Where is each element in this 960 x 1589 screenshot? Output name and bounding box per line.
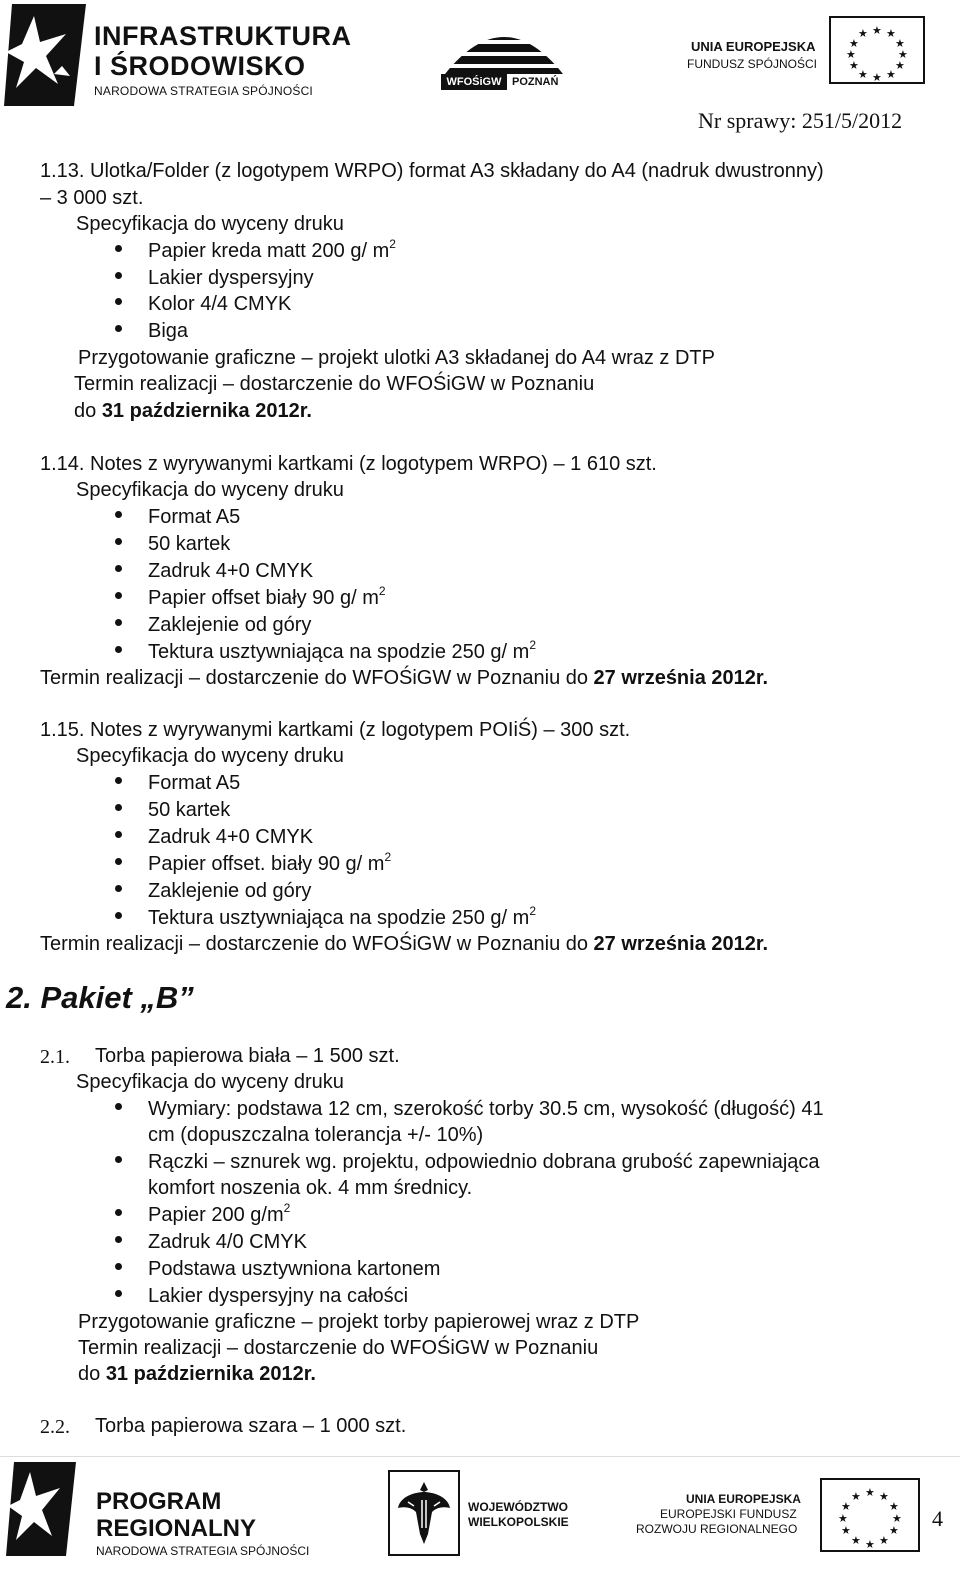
deadline-date: do 31 października 2012r. [78, 1363, 316, 1385]
logo-line-3: NARODOWA STRATEGIA SPÓJNOŚCI [94, 84, 313, 98]
list-item: Zaklejenie od góry [148, 880, 312, 902]
poznan-label: POZNAŃ [512, 76, 559, 88]
item-title-continued: – 3 000 szt. [40, 187, 144, 209]
footer-divider [0, 1456, 960, 1457]
list-item: Zadruk 4/0 CMYK [148, 1231, 307, 1253]
logo-line-1: PROGRAM [96, 1488, 222, 1515]
bullet-icon [115, 325, 122, 332]
logo-line-1: WOJEWÓDZTWO [468, 1500, 568, 1514]
eu-line-3: ROZWOJU REGIONALNEGO [636, 1522, 798, 1536]
list-item: Tektura usztywniająca na spodzie 250 g/ $m^2$ [148, 904, 537, 929]
bullet-icon [115, 804, 122, 811]
list-item: Papier kreda matt 200 g/ $m^2$ [148, 237, 396, 262]
list-item-continued: cm (dopuszczalna tolerancja +/- 10%) [148, 1124, 484, 1146]
list-item-continued: komfort noszenia ok. 4 mm średnicy. [148, 1177, 473, 1199]
bullet-icon [115, 912, 122, 919]
logo-line-2: I ŚRODOWISKO [94, 51, 306, 81]
bullet-icon [115, 511, 122, 518]
logo-line-3: NARODOWA STRATEGIA SPÓJNOŚCI [96, 1544, 310, 1558]
deadline: Termin realizacji – dostarczenie do WFOŚiGW w Poznaniu do 27 września 2012r. [40, 933, 769, 955]
eu-line-2: FUNDUSZ SPÓJNOŚCI [687, 57, 818, 71]
list-item: Zadruk 4+0 CMYK [148, 826, 314, 848]
bullet-icon [115, 1290, 122, 1297]
eu-line-1: UNIA EUROPEJSKA [691, 39, 816, 54]
bullet-icon [115, 831, 122, 838]
eu-line-2: EUROPEJSKI FUNDUSZ [660, 1507, 797, 1521]
list-item: Papier offset biały 90 g/ $m^2$ [148, 584, 386, 609]
list-item: Zaklejenie od góry [148, 614, 312, 636]
list-item: Tektura usztywniająca na spodzie 250 g/ $m^2$ [148, 638, 537, 663]
spec-heading: Specyfikacja do wyceny druku [76, 479, 344, 501]
graphic-prep: Przygotowanie graficzne – projekt ulotki A3 składanej do A4 wraz z DTP [78, 347, 715, 369]
list-item: Rączki – sznurek wg. projektu, odpowiednio dobrana grubość zapewniająca [148, 1151, 820, 1173]
eu-flag-icon: ★ ★ ★ ★ ★ ★ ★ ★ ★ ★ ★ ★ [820, 1478, 920, 1552]
logo-line-1: INFRASTRUKTURA [94, 21, 352, 51]
eagle-icon [396, 1478, 452, 1548]
deadline: Termin realizacji – dostarczenie do WFOŚiGW w Poznaniu [78, 1337, 599, 1359]
spec-heading: Specyfikacja do wyceny druku [76, 1071, 344, 1093]
bullet-icon [115, 1236, 122, 1243]
eu-flag-icon: ★ ★ ★ ★ ★ ★ ★ ★ ★ ★ ★ ★ [829, 16, 925, 84]
wfosigw-emblem-icon [441, 18, 567, 74]
item-number: 2.1. [40, 1046, 70, 1068]
bullet-icon [115, 619, 122, 626]
item-number: 2.2. [40, 1416, 70, 1438]
item-title: 1.13. Ulotka/Folder (z logotypem WRPO) format A3 składany do A4 (nadruk dwustronny) [40, 160, 824, 182]
deadline-date: do 31 października 2012r. [74, 400, 312, 422]
bullet-icon [115, 777, 122, 784]
deadline: Termin realizacji – dostarczenie do WFOŚiGW w Poznaniu do 27 września 2012r. [40, 667, 769, 689]
item-title: Torba papierowa biała – 1 500 szt. [95, 1045, 400, 1067]
wfosigw-label: WFOŚiGW [446, 76, 502, 88]
bullet-icon [115, 565, 122, 572]
page-number: 4 [932, 1506, 943, 1531]
item-title: 1.15. Notes z wyrywanymi kartkami (z logotypem POIiŚ) – 300 szt. [40, 719, 631, 741]
eu-line-1: UNIA EUROPEJSKA [686, 1492, 801, 1506]
spec-heading: Specyfikacja do wyceny druku [76, 213, 344, 235]
bullet-icon [115, 858, 122, 865]
bullet-icon [115, 245, 122, 252]
list-item: Podstawa usztywniona kartonem [148, 1258, 441, 1280]
item-title: Torba papierowa szara – 1 000 szt. [95, 1415, 407, 1437]
list-item: 50 kartek [148, 799, 231, 821]
case-number: Nr sprawy: 251/5/2012 [698, 108, 903, 133]
list-item: Zadruk 4+0 CMYK [148, 560, 314, 582]
list-item: Papier 200 $g/m^2$ [148, 1201, 291, 1226]
bullet-icon [115, 885, 122, 892]
bullet-icon [115, 298, 122, 305]
graphic-prep: Przygotowanie graficzne – projekt torby papierowej wraz z DTP [78, 1311, 640, 1333]
bullet-icon [115, 1103, 122, 1110]
section-heading: 2. Pakiet „B” [6, 980, 194, 1015]
deadline: Termin realizacji – dostarczenie do WFOŚiGW w Poznaniu [74, 373, 595, 395]
logo-line-2: REGIONALNY [96, 1515, 257, 1542]
list-item: Format A5 [148, 506, 241, 528]
bullet-icon [115, 1156, 122, 1163]
list-item: Format A5 [148, 772, 241, 794]
list-item: Papier offset. biały 90 g/ $m^2$ [148, 850, 392, 875]
list-item: Lakier dyspersyjny [148, 267, 314, 289]
spec-heading: Specyfikacja do wyceny druku [76, 745, 344, 767]
list-item: Lakier dyspersyjny na całości [148, 1285, 409, 1307]
bullet-icon [115, 646, 122, 653]
bullet-icon [115, 272, 122, 279]
logo-line-2: WIELKOPOLSKIE [468, 1515, 569, 1529]
list-item: Kolor 4/4 CMYK [148, 293, 292, 315]
item-title: 1.14. Notes z wyrywanymi kartkami (z logotypem WRPO) – 1 610 szt. [40, 453, 657, 475]
star-logo-icon [4, 4, 86, 106]
bullet-icon [115, 1209, 122, 1216]
list-item: Biga [148, 320, 189, 342]
list-item: 50 kartek [148, 533, 231, 555]
list-item: Wymiary: podstawa 12 cm, szerokość torby 30.5 cm, wysokość (długość) 41 [148, 1098, 824, 1120]
bullet-icon [115, 592, 122, 599]
bullet-icon [115, 1263, 122, 1270]
bullet-icon [115, 538, 122, 545]
star-logo-icon [6, 1462, 76, 1556]
